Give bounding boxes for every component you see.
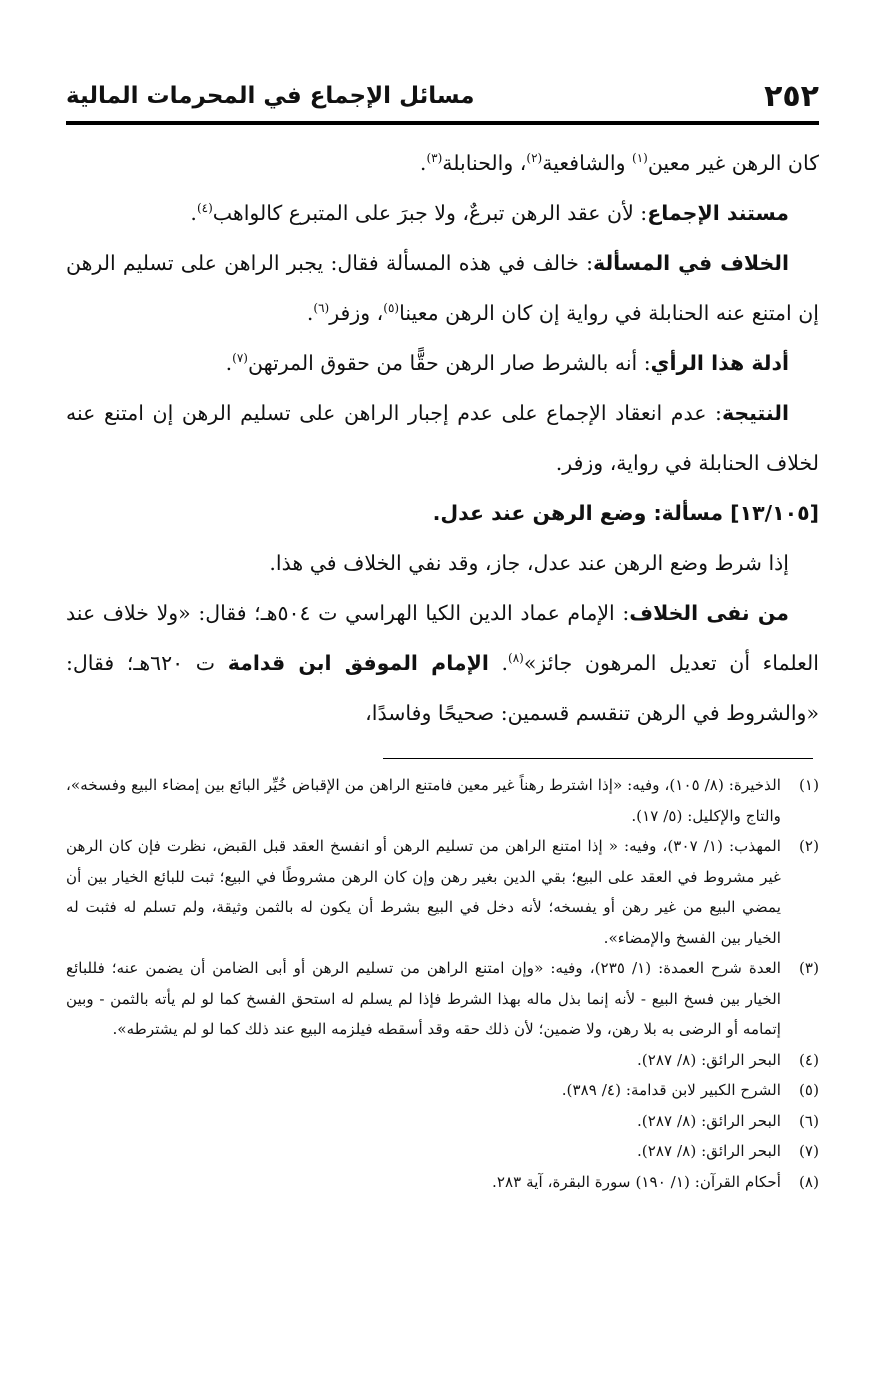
text-run: . xyxy=(419,151,427,175)
footnotes xyxy=(66,770,819,1197)
paragraph-1 xyxy=(66,138,819,188)
footnote-ref: (٨) xyxy=(508,651,524,666)
footnote-number: (٨) xyxy=(798,1172,819,1191)
footnote-number: (٣) xyxy=(798,959,819,977)
footnote-number: (٥) xyxy=(798,1081,819,1099)
footnote xyxy=(66,1075,819,1106)
text-run: . xyxy=(190,201,197,225)
footnote-text: المهذب: (١/ ٣٠٧)، وفيه: « إذا امتنع الراهن من تسليم الرهن أو انفسخ العقد قبل القبض، نظرت فإن كان الرهن غير مشروط في العقد على البيع؛ بقي الدين بغير رهن وإن كان الرهن مشروطًا في البيع؛ ثبت للبائع الخيار بين أن يمضي البيع من غير رهن أو يفسخه؛ لأنه دخل في البيع بشرط أن يكون له بالثمن وثيقة، ولم تسلم له فثبت له الخيار بين الفسخ والإمضاء». xyxy=(66,837,781,947)
footnote-ref: (٧) xyxy=(232,351,248,366)
footnote-number: (١) xyxy=(798,776,819,794)
footnote-number: (٦) xyxy=(798,1111,819,1130)
text-run: : أنه بالشرط صار الرهن حقًّا من حقوق المرتهن xyxy=(247,351,651,375)
main-text xyxy=(66,138,819,738)
issue-heading xyxy=(66,488,819,538)
footnote xyxy=(66,831,819,953)
text-run: : الإمام عماد الدين الكيا الهراسي ت ٥٠٤هـ؛ فقال: «ولا خلاف عند العلماء أن تعديل المرهون جائز» xyxy=(66,601,819,675)
text-run: . xyxy=(488,651,509,675)
text-run: . xyxy=(306,301,314,325)
footnote-ref: (٥) xyxy=(383,301,400,316)
text-run: كان الرهن غير معين xyxy=(647,151,819,175)
section-label: النتيجة xyxy=(721,401,789,425)
footnote xyxy=(66,1167,819,1198)
footnote-text: الشرح الكبير لابن قدامة: (٤/ ٣٨٩). xyxy=(561,1081,781,1099)
footnote-number: (٧) xyxy=(798,1142,819,1160)
footnote xyxy=(66,1045,819,1076)
footnote xyxy=(66,770,819,831)
header-rule xyxy=(66,121,819,125)
footnote-text: العدة شرح العمدة: (١/ ٢٣٥)، وفيه: «وإن امتنع الراهن من تسليم الرهن أو أبى الضامن أن يضمن عنه؛ فللبائع الخيار بين فسخ البيع - لأنه إنما بذل ماله بهذا الشرط فإذا لم يسلم له استحق الفسخ كما لو لم يأته بالثمن - وبين إتمامه أو الرضى به بلا رهن، ولا ضمين؛ لأن ذلك حقه وقد أسقطه فيلزمه البيع عند ذلك كما لو لم يشترطه». xyxy=(66,959,781,1038)
text-run: ت ٦٢٠هـ؛ فقال: «والشروط في الرهن تنقسم قسمين: صحيحًا وفاسدًا، xyxy=(66,651,819,725)
footnote xyxy=(66,1136,819,1167)
paragraph-no-disagreement xyxy=(66,588,819,738)
section-label: مستند الإجماع xyxy=(647,201,789,225)
footnote-ref: (٣) xyxy=(426,151,443,166)
page-header xyxy=(66,70,819,122)
paragraph-result xyxy=(66,388,819,488)
footnote-ref: (٢) xyxy=(526,151,543,166)
text-run: : عدم انعقاد الإجماع على عدم إجبار الراهن على تسليم الرهن إن امتنع عنه لخلاف الحنابلة في رواية، وزفر. xyxy=(66,401,819,475)
text-run: : خالف في هذه المسألة فقال: يجبر الراهن على تسليم الرهن إن امتنع عنه الحنابلة في رواية إن كان الرهن معينا xyxy=(66,251,819,325)
text-run: . xyxy=(225,351,233,375)
scholar-name: الإمام الموفق ابن قدامة xyxy=(227,651,489,675)
section-label: أدلة هذا الرأي xyxy=(650,351,789,375)
paragraph-consensus-basis xyxy=(66,188,819,238)
footnote xyxy=(66,953,819,1045)
text-run: ، والحنابلة xyxy=(442,151,527,175)
text-run: إذا شرط وضع الرهن عند عدل، جاز، وقد نفي الخلاف في هذا. xyxy=(269,551,789,575)
footnote-text: أحكام القرآن: (١/ ١٩٠) سورة البقرة، آية ٢٨٣. xyxy=(492,1172,781,1191)
footnote-ref: (٦) xyxy=(313,301,330,316)
footnote-text: الذخيرة: (٨/ ١٠٥)، وفيه: «إذا اشترط رهناً غير معين فامتنع الراهن من الإقباض خُيِّر البائع بين إمضاء البيع وفسخه»، والتاج والإكليل: (٥/ ١٧). xyxy=(66,776,782,825)
footnote-number: (٢) xyxy=(798,837,819,855)
paragraph-evidence xyxy=(66,338,819,388)
footnote-number: (٤) xyxy=(798,1050,819,1069)
running-title: مسائل الإجماع في المحرمات المالية xyxy=(66,83,475,109)
section-label: من نفى الخلاف xyxy=(629,601,789,625)
footnote-ref: (٤) xyxy=(196,201,213,216)
footnote-text: البحر الرائق: (٨/ ٢٨٧). xyxy=(636,1050,781,1069)
text-run: : لأن عقد الرهن تبرعٌ، ولا جبرَ على المتبرع كالواهب xyxy=(212,201,648,225)
section-label: الخلاف في المسألة xyxy=(593,251,789,275)
footnote-text: البحر الرائق: (٨/ ٢٨٧). xyxy=(636,1111,781,1130)
text-run: ، وزفر xyxy=(329,301,384,325)
paragraph-disagreement xyxy=(66,238,819,338)
footnote-text: البحر الرائق: (٨/ ٢٨٧). xyxy=(636,1142,781,1160)
issue-title: [١٣/١٠٥] مسألة: وضع الرهن عند عدل. xyxy=(432,501,819,525)
page-number: ٢٥٢ xyxy=(764,78,819,114)
paragraph-issue-statement xyxy=(66,538,819,588)
text-run: والشافعية xyxy=(542,151,632,175)
footnote-ref: (١) xyxy=(632,151,648,166)
footnote xyxy=(66,1106,819,1137)
footnote-rule xyxy=(383,758,813,759)
